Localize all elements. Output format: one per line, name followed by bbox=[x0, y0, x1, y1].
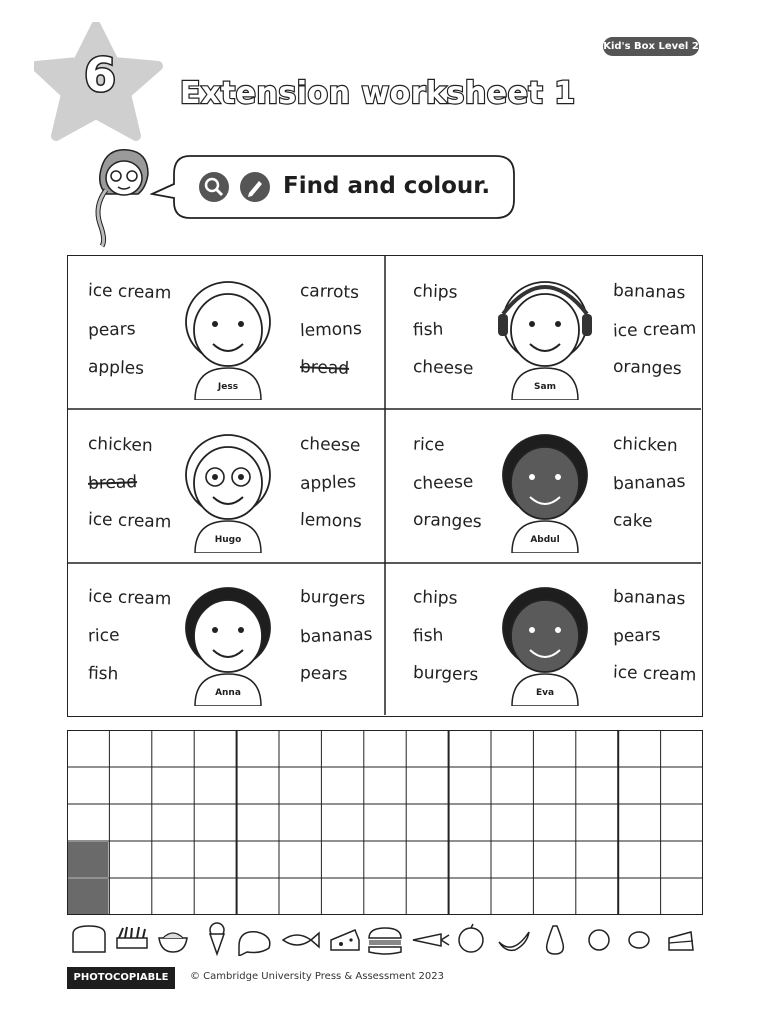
food-word: carrots bbox=[299, 280, 360, 304]
food-word: rice bbox=[87, 625, 120, 647]
child-face-icon bbox=[490, 570, 600, 706]
girl-character-icon bbox=[88, 144, 154, 248]
food-word: ice cream bbox=[87, 509, 172, 533]
kid-cell-abdul bbox=[385, 409, 702, 562]
food-word: chicken bbox=[87, 433, 154, 457]
food-word: burgers bbox=[412, 662, 479, 686]
food-word: oranges bbox=[612, 356, 683, 380]
food-word: cheese bbox=[412, 356, 474, 380]
copyright-text: © Cambridge University Press & Assessment 2023 bbox=[190, 971, 445, 982]
lemon-icon bbox=[629, 932, 649, 948]
child-name-tag: Eva bbox=[535, 688, 555, 698]
child-face-icon bbox=[173, 570, 283, 706]
food-word: pears bbox=[299, 663, 348, 685]
food-word: apples bbox=[87, 357, 145, 379]
food-word: bananas bbox=[612, 586, 686, 610]
kid-cell-hugo bbox=[68, 409, 385, 562]
food-word: rice bbox=[412, 434, 445, 456]
child-name-tag: Abdul bbox=[530, 535, 560, 545]
child-name-tag: Jess bbox=[217, 382, 239, 392]
food-word: lemons bbox=[299, 509, 363, 533]
fish-icon bbox=[283, 933, 319, 947]
food-word: apples bbox=[299, 472, 357, 494]
shaded-cell bbox=[68, 842, 108, 877]
child-name-tag: Sam bbox=[534, 382, 556, 392]
chips-icon bbox=[117, 927, 147, 948]
child-name-tag: Hugo bbox=[214, 535, 242, 545]
child-name-tag: Anna bbox=[215, 688, 241, 698]
food-word: bananas bbox=[299, 624, 373, 648]
magnifier-icon bbox=[199, 172, 229, 202]
food-word: chips bbox=[412, 587, 458, 609]
cheese-icon bbox=[331, 930, 359, 950]
food-word: burgers bbox=[299, 586, 366, 610]
kid-cell-jess bbox=[68, 256, 385, 409]
food-word: lemons bbox=[299, 318, 363, 342]
food-word: oranges bbox=[412, 509, 483, 533]
food-word: bread bbox=[87, 472, 138, 494]
cake-icon bbox=[669, 932, 693, 950]
instruction-text: Find and colour. bbox=[283, 173, 491, 199]
kid-cell-anna bbox=[68, 562, 385, 715]
kid-cell-sam bbox=[385, 256, 702, 409]
food-word: bananas bbox=[612, 471, 686, 495]
child-face-icon bbox=[490, 417, 600, 553]
food-word: cake bbox=[612, 510, 653, 532]
pencil-icon bbox=[240, 172, 270, 202]
shaded-cell bbox=[68, 879, 108, 914]
ice-cream-icon bbox=[210, 923, 224, 954]
child-face-icon bbox=[173, 264, 283, 400]
colouring-grid[interactable] bbox=[67, 730, 703, 915]
food-word: fish bbox=[412, 319, 444, 341]
page-title: Extension worksheet 1 bbox=[180, 76, 576, 111]
child-face-icon bbox=[490, 264, 600, 400]
rice-icon bbox=[159, 933, 187, 952]
food-word: ice cream bbox=[612, 318, 697, 342]
chicken-icon bbox=[239, 932, 270, 956]
food-word: bread bbox=[299, 357, 350, 379]
food-word: fish bbox=[87, 663, 119, 685]
food-word: chicken bbox=[612, 433, 679, 457]
food-icons-row bbox=[67, 920, 703, 956]
banana-icon bbox=[499, 932, 529, 950]
food-word: cheese bbox=[299, 433, 361, 457]
food-word: chips bbox=[412, 281, 458, 303]
food-word: ice cream bbox=[612, 662, 697, 686]
food-word: cheese bbox=[412, 471, 474, 495]
pear-icon bbox=[547, 926, 564, 954]
food-word: pears bbox=[612, 625, 661, 647]
food-word: ice cream bbox=[87, 280, 172, 304]
photocopiable-label: PHOTOCOPIABLE bbox=[67, 967, 175, 989]
carrot-icon bbox=[413, 934, 449, 946]
children-food-table bbox=[67, 255, 703, 717]
burger-icon bbox=[369, 928, 401, 954]
orange-icon bbox=[589, 930, 609, 950]
food-word: pears bbox=[87, 319, 136, 341]
kid-cell-eva bbox=[385, 562, 702, 715]
level-badge: Kid's Box Level 2 bbox=[603, 37, 699, 56]
food-word: bananas bbox=[612, 280, 686, 304]
apple-icon bbox=[459, 924, 483, 952]
food-word: fish bbox=[412, 625, 444, 647]
food-word: ice cream bbox=[87, 586, 172, 610]
child-face-icon bbox=[173, 417, 283, 553]
bread-icon bbox=[73, 926, 105, 952]
unit-number: 6 bbox=[83, 48, 116, 102]
